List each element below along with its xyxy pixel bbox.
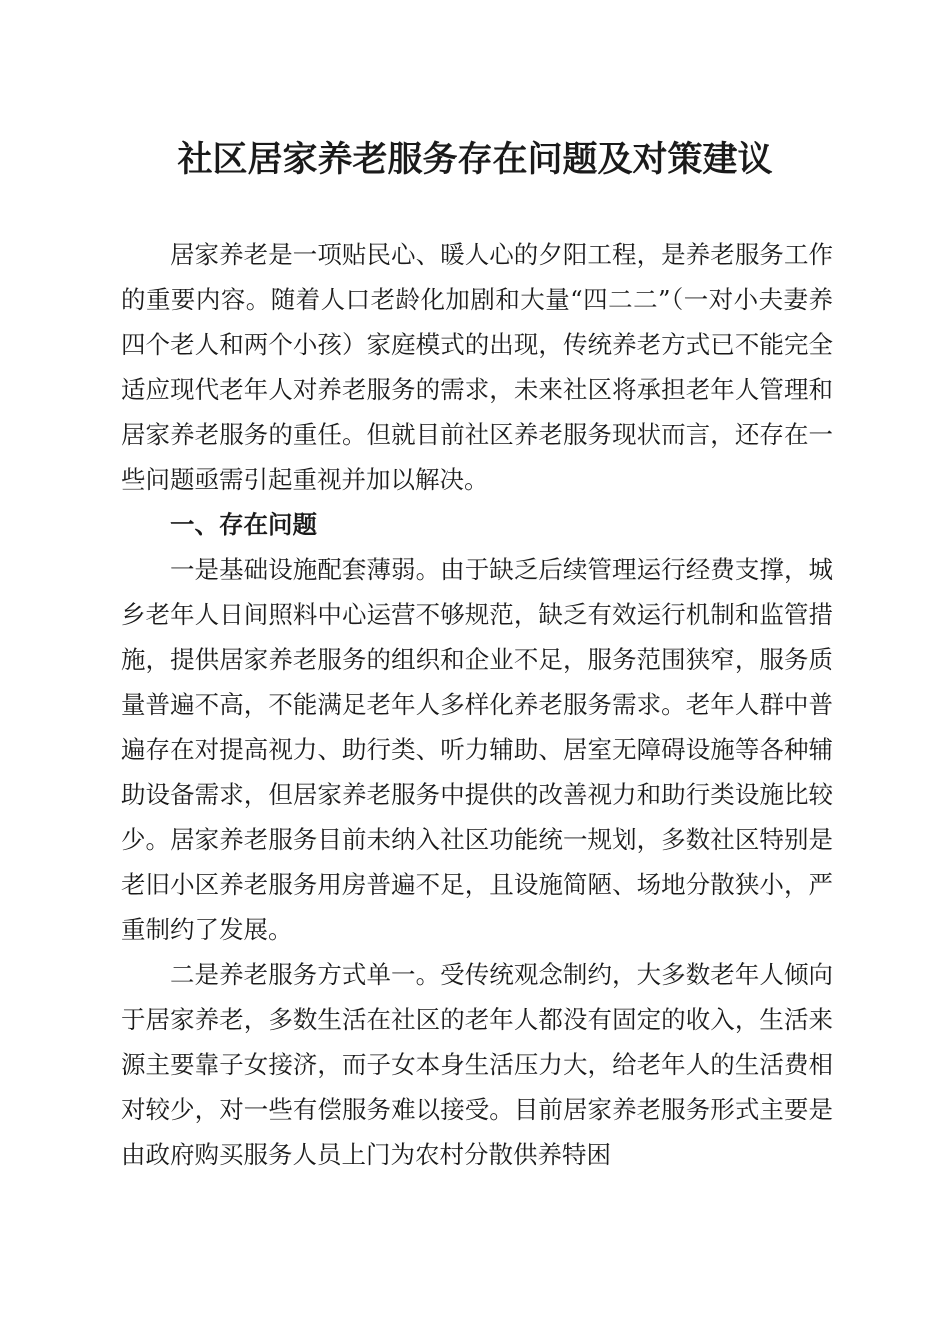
problem-paragraph-2	[121, 952, 833, 1177]
problem-2-body: 受传统观念制约，大多数老年人倾向于居家养老，多数生活在社区的老年人都没有固定的收入，生活来源主要靠子女接济，而子女本身生活压力大，给老年人的生活费相对较少，对一些有偿服务难以接受。目前居家养老服务形式主要是由政府购买服务人员上门为农村分散供养特困	[121, 960, 834, 1169]
intro-paragraph: 居家养老是一项贴民心、暖人心的夕阳工程，是养老服务工作的重要内容。随着人口老龄化加剧和大量“四二二”（一对小夫妻养四个老人和两个小孩）家庭模式的出现，传统养老方式已不能完全适应现代老年人对养老服务的需求，未来社区将承担老年人管理和居家养老服务的重任。但就目前社区养老服务现状而言，还存在一些问题亟需引起重视并加以解决。	[121, 240, 833, 494]
problem-1-body: 由于缺乏后续管理运行经费支撑，城乡老年人日间照料中心运营不够规范，缺乏有效运行机制和监管措施，提供居家养老服务的组织和企业不足，服务范围狭窄，服务质量普遍不高，不能满足老年人多样化养老服务需求。老年人群中普遍存在对提高视力、助行类、听力辅助、居室无障碍设施等各种辅助设备需求，但居家养老服务中提供的改善视力和助行类设施比较少。居家养老服务目前未纳入社区功能统一规划，多数社区特别是老旧小区养老服务用房普遍不足，且设施简陋、场地分散狭小，严重制约了发展。	[121, 555, 834, 944]
problem-2-lead: 二是养老服务方式单一。	[170, 960, 441, 989]
section-heading-problems: 一、存在问题	[170, 510, 317, 539]
problem-paragraph-1	[121, 547, 833, 952]
document-body	[121, 232, 833, 1177]
document-title: 社区居家养老服务存在问题及对策建议	[177, 139, 773, 180]
problem-1-lead: 一是基础设施配套薄弱。	[170, 555, 441, 584]
